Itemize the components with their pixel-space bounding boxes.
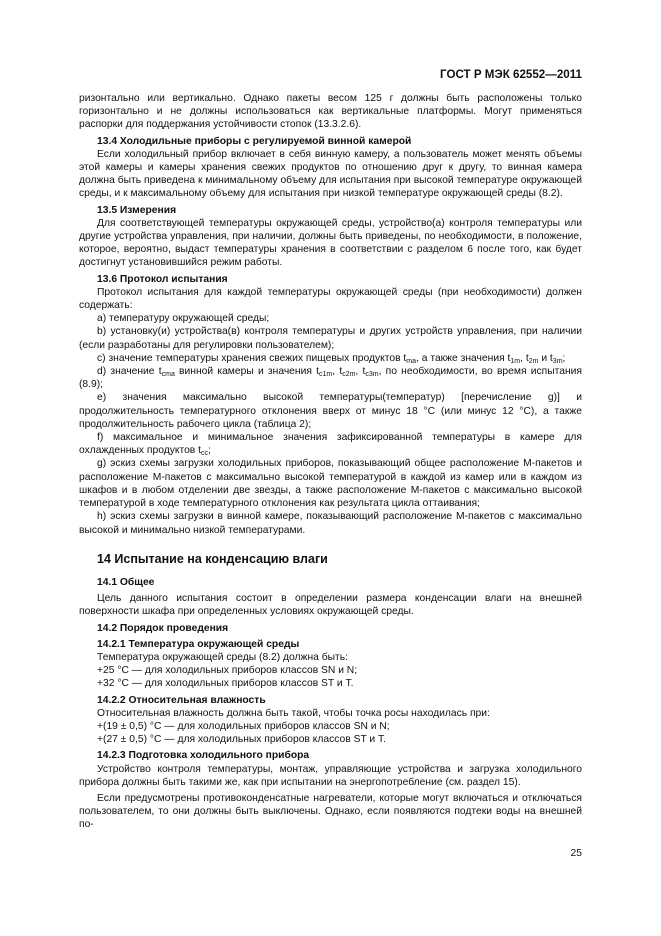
list-item-g: g) эскиз схемы загрузки холодильных приборов, показывающий общее расположение М-пакетов и расположение М-пакетов с максимально высокой температурой в каждой из камер или в каждом из шкафов и в любом отделении две звезды, а также расположение М-пакетов с максимально высокой температурой в ходе температурного отклонения как результата цикла оттаивания; xyxy=(79,458,582,510)
paragraph: ризонтально или вертикально. Однако пакеты весом 125 г должны быть расположены только горизонтально и не должны использоваться как вертикальные платформы. Могут применяться распорки для поддержания устойчивости стопок (13.3.2.6). xyxy=(79,93,582,131)
section-heading-14-2-2: 14.2.2 Относительная влажность xyxy=(97,694,266,706)
paragraph: Если холодильный прибор включает в себя винную камеру, а пользователь может менять объемы этой камеры и камеры хранения свежих продуктов по отношению друг к другу, то винная камера должна быть приведена к минимальному объему для испытания при высокой температуре окружающей среды, и к максимальному объему для испытания при низкой температуре окружающей среды (8.2). xyxy=(79,148,582,200)
paragraph: +32 °С — для холодильных приборов классов ST и Т. xyxy=(97,678,354,690)
page-number: 25 xyxy=(570,848,582,859)
paragraph: Цель данного испытания состоит в определении размера конденсации влаги на внешней поверхности шкафа при определенных условиях окружающей среды. xyxy=(79,593,582,618)
section-heading-13-5: 13.5 Измерения xyxy=(97,204,177,216)
list-item-f: f) максимальное и минимальное значения зафиксированной температуры в камере для охлажденных продуктов $t_{cc}$; xyxy=(79,432,582,458)
paragraph: Температура окружающей среды (8.2) должна быть: xyxy=(97,651,348,663)
list-item-a: a) температуру окружающей среды; xyxy=(97,313,270,325)
paragraph: Относительная влажность должна быть такой, чтобы точка росы находилась при: xyxy=(97,707,490,719)
paragraph: Для соответствующей температуры окружающей среды, устройство(а) контроля температуры или другие устройства управления, при наличии, должны быть приведены, по необходимости, в положение, которое, вероятно, выдаст температуры хранения в соответствии с разделом 6 после того, как будет достигнут установившийся режим работы. xyxy=(79,217,582,269)
page-content xyxy=(79,92,582,832)
paragraph: Устройство контроля температуры, монтаж, управляющие устройства и загрузка холодильного прибора должны быть такими же, как при испытании на энергопотребление (см. раздел 15). xyxy=(79,763,582,788)
section-heading-13-6: 13.6 Протокол испытания xyxy=(97,273,228,285)
section-heading-14-2-1: 14.2.1 Температура окружающей среды xyxy=(97,638,300,650)
list-item-d: d) значение $t_{cma}$ винной камеры и значения $t_{c1m}$, $t_{c2m}$, $t_{c3m}$, по необходимости, во время испытания (8.9); xyxy=(79,366,582,391)
section-heading-14-2-3: 14.2.3 Подготовка холодильного прибора xyxy=(97,750,310,762)
paragraph: +25 °С — для холодильных приборов классов SN и N; xyxy=(97,665,358,677)
section-heading-13-4: 13.4 Холодильные приборы с регулируемой винной камерой xyxy=(97,135,412,147)
list-item-h: h) эскиз схемы загрузки в винной камере, показывающий расположение М-пакетов с максимально высокой и минимально низкой температурами. xyxy=(79,511,582,536)
paragraph: +(19 ± 0,5) °С — для холодильных приборов классов SN и N; xyxy=(97,720,390,732)
list-item-e: e) значения максимально высокой температуры(температур) [перечисление g)] и продолжительность температурного отклонения вверх от минус 18 °С (или минус 12 °С), а также продолжительность рабочего цикла (таблица 2); xyxy=(79,392,582,430)
section-heading-14-2: 14.2 Порядок проведения xyxy=(97,622,229,634)
paragraph: Протокол испытания для каждой температуры окружающей среды (при необходимости) должен содержать: xyxy=(79,286,582,312)
paragraph: Если предусмотрены противоконденсатные нагреватели, которые могут включаться и отключаться пользователем, то они должны быть выключены. Однако, если появляются подтеки воды на внешней по- xyxy=(79,792,582,831)
section-heading-14: 14 Испытание на конденсацию влаги xyxy=(97,551,328,566)
paragraph: +(27 ± 0,5) °С — для холодильных приборов классов ST и Т. xyxy=(97,734,387,746)
list-item-c: c) значение температуры хранения свежих пищевых продуктов $t_{ma}$, а также значения $t_{1m}$, $t_{2m}$ и $t_{3m}$; xyxy=(97,352,566,365)
list-item-b: b) установку(и) устройства(в) контроля температуры и других устройств управления, при наличии (если разработаны для регулировки пользователем); xyxy=(79,326,582,351)
document-header: ГОСТ Р МЭК 62552—2011 xyxy=(440,68,582,81)
section-heading-14-1: 14.1 Общее xyxy=(97,576,155,588)
